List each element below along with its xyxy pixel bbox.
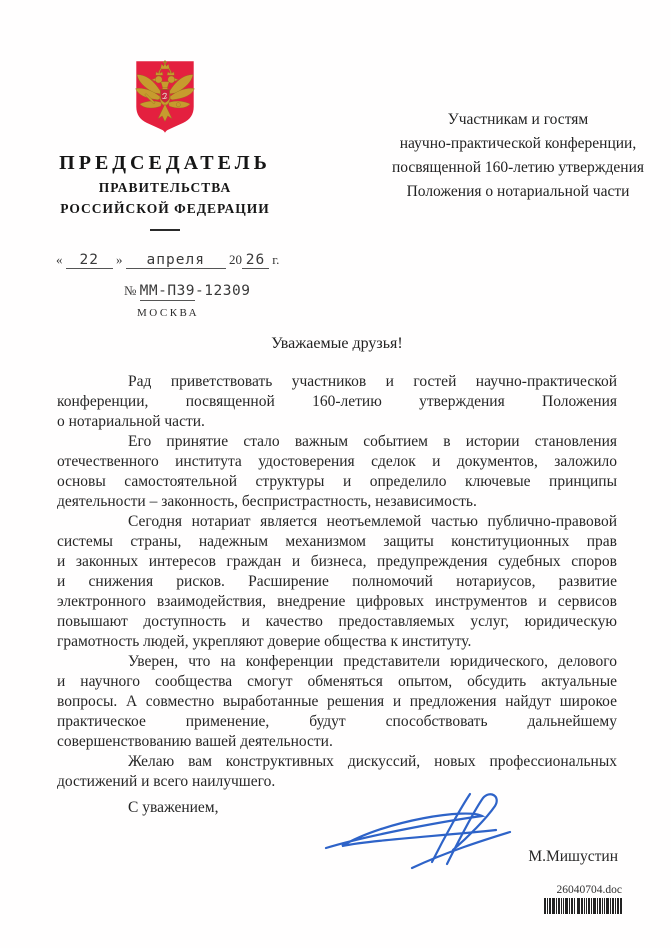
city-label: МОСКВА xyxy=(137,307,200,319)
body-line: конференции, посвященной 160-летию утверждения Положения xyxy=(57,393,617,410)
date-month-value: апреля xyxy=(126,253,226,269)
body-line: основы самостоятельной структуры и определило ключевые принципы xyxy=(57,473,617,490)
body-line: достижений и всего наилучшего. xyxy=(57,773,276,790)
body-line: деятельности – законность, беспристрастность, независимость. xyxy=(57,493,477,510)
body-line: повышают доступность и качество предоставляемых услуг, юридическую xyxy=(57,613,617,630)
doc-number-underlined: ММ-П39 xyxy=(139,283,196,299)
letterhead xyxy=(55,55,275,231)
signer-name: М.Мишустин xyxy=(528,848,618,865)
barcode xyxy=(544,898,622,914)
letterhead-line2: ПРАВИТЕЛЬСТВА xyxy=(98,180,232,195)
addressee-line: Участникам и гостям xyxy=(447,111,589,128)
open-quote: « xyxy=(56,252,63,267)
addressee-line: научно-практической конференции, xyxy=(399,135,637,152)
date-century-prefix: 20 xyxy=(229,252,242,267)
body-line: совершенствованию вашей деятельности. xyxy=(57,733,333,750)
letterhead-title: ПРЕДСЕДАТЕЛЬ xyxy=(59,152,271,174)
body-line: системы страны, надежным механизмом защиты конституционных прав xyxy=(57,533,617,550)
addressee-line: посвященной 160-летию утверждения xyxy=(391,159,644,176)
body-line: о нотариальной части. xyxy=(57,413,205,430)
letter-body xyxy=(57,372,617,792)
letterhead-rule xyxy=(150,229,180,231)
close-quote: » xyxy=(116,252,123,267)
addressee-block xyxy=(372,108,664,204)
body-line: грамотность людей, укрепляют доверие общества к институту. xyxy=(57,633,472,650)
body-line: Его принятие стало важным событием в истории становления xyxy=(128,433,617,450)
body-line: электронного взаимодействия, внедрение цифровых инструментов и сервисов xyxy=(57,593,617,610)
closing-respect: С уважением, xyxy=(128,799,219,816)
doc-filename: 26040704.doc xyxy=(556,884,622,896)
date-line xyxy=(56,252,279,269)
body-line: Сегодня нотариат является неотъемлемой частью публично-правовой xyxy=(128,513,617,530)
number-sign: № xyxy=(124,283,137,298)
body-line: практическое применение, будут способствовать дальнейшему xyxy=(57,713,617,730)
addressee-line: Положения о нотариальной части xyxy=(406,183,630,200)
date-year-value: 26 xyxy=(242,253,269,269)
body-line: и законных интересов граждан и бизнеса, предупреждения судебных споров xyxy=(57,553,617,570)
doc-number-line xyxy=(124,283,250,299)
inner-shield-shape xyxy=(160,89,169,102)
date-day-value: 22 xyxy=(66,253,113,269)
date-suffix: г. xyxy=(272,252,280,267)
salutation: Уважаемые друзья! xyxy=(271,335,403,352)
coat-of-arms-icon xyxy=(130,55,200,139)
signature-image xyxy=(320,790,515,872)
doc-number-rest: -12309 xyxy=(195,283,251,299)
body-line: отечественного института удостоверения сделок и документов, заложило xyxy=(57,453,617,470)
body-line: и научного сообщества смогут обменяться опытом, обсудить актуальные xyxy=(57,673,617,690)
body-line: Рад приветствовать участников и гостей научно-практической xyxy=(128,373,617,390)
body-line: Желаю вам конструктивных дискуссий, новых профессиональных xyxy=(128,753,617,770)
body-line: вопросы. А совместно выработанные решения и предложения найдут широкое xyxy=(57,693,617,710)
body-line: и снижения рисков. Расширение полномочий нотариусов, развитие xyxy=(57,573,617,590)
body-line: Уверен, что на конференции представители юридического, делового xyxy=(128,653,617,670)
letterhead-line3: РОССИЙСКОЙ ФЕДЕРАЦИИ xyxy=(60,201,270,216)
